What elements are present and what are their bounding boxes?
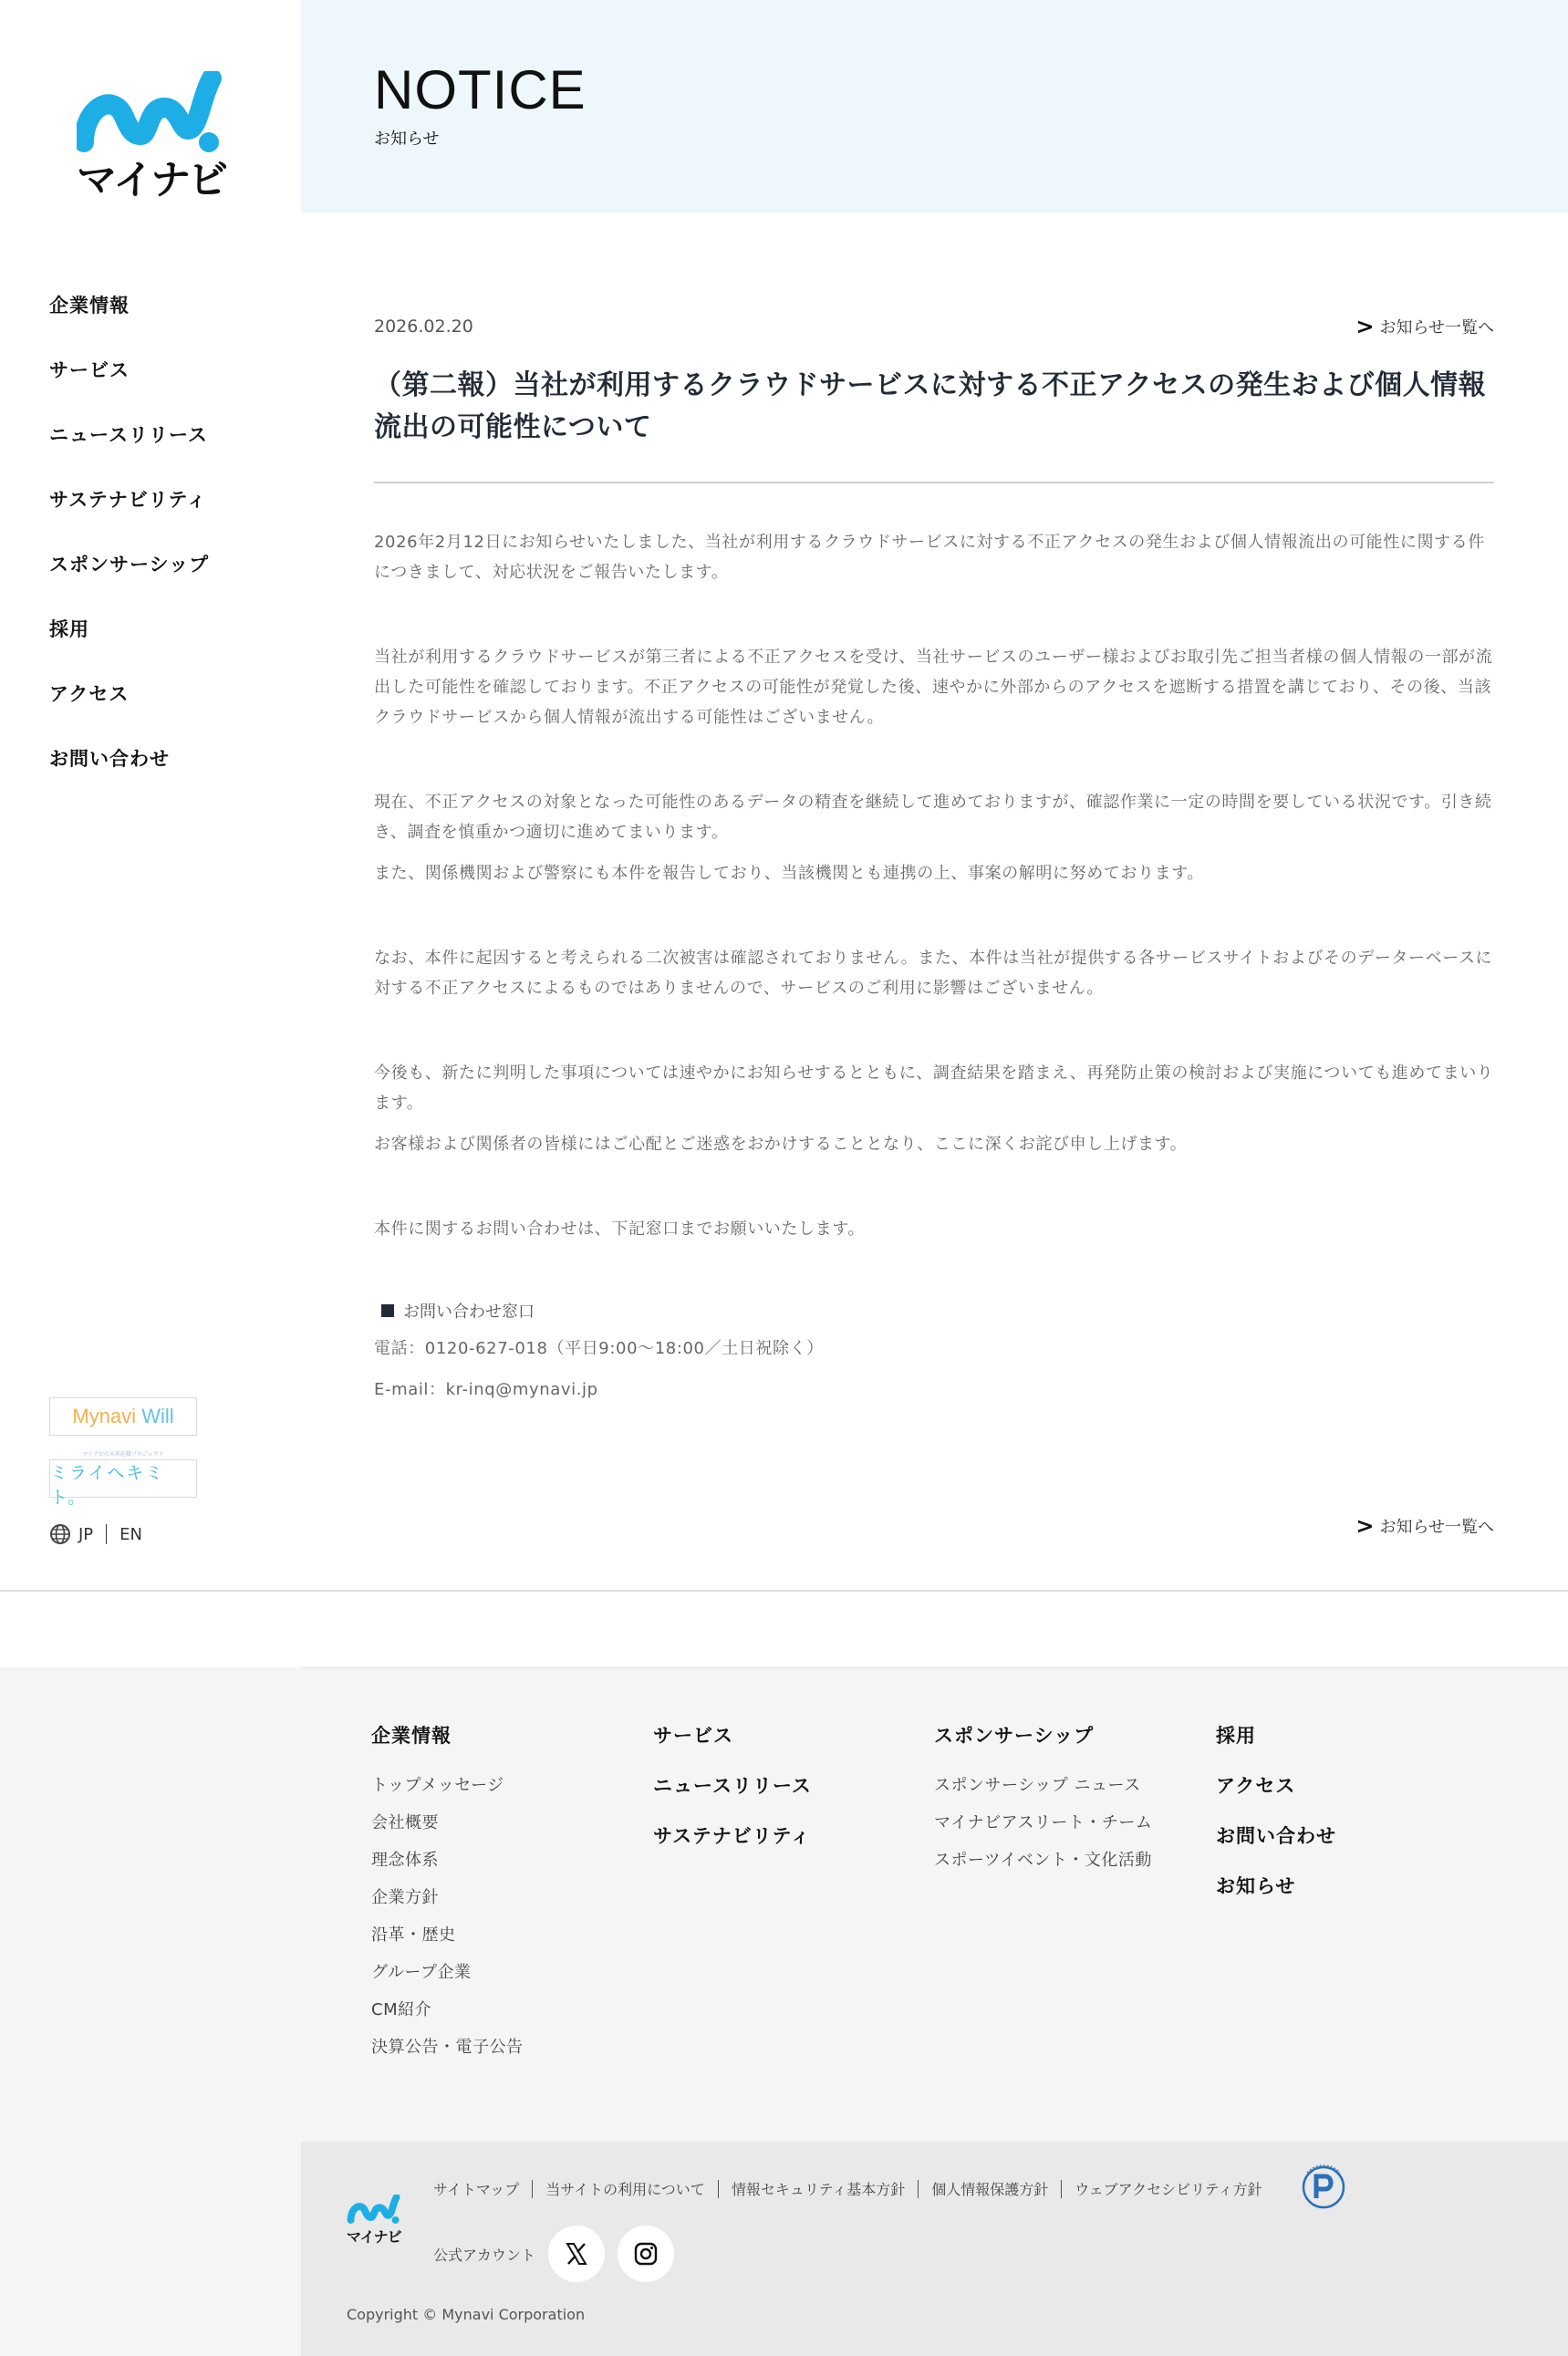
footer-heading-link[interactable]: お知らせ <box>1216 1875 1296 1897</box>
sidebar-item-sponsorship[interactable] <box>49 531 209 596</box>
x-icon <box>564 2241 589 2267</box>
footer-heading-link[interactable]: アクセス <box>1216 1775 1296 1797</box>
instagram-icon <box>633 2241 659 2267</box>
sidebar-item-access[interactable] <box>49 660 209 725</box>
back-to-list-link-bottom[interactable] <box>1355 1514 1494 1538</box>
footer-heading-link[interactable]: サービス <box>653 1725 733 1747</box>
chevron-right-icon: > <box>1355 1513 1375 1539</box>
footer-column-services <box>653 1722 812 1873</box>
sidebar-item-label[interactable]: アクセス <box>49 682 130 705</box>
mynavi-will-banner[interactable] <box>49 1397 197 1436</box>
logo-mark-icon <box>77 71 226 158</box>
footer-legal-link[interactable]: ウェブアクセシビリティ方針 <box>1075 2181 1262 2198</box>
footer-link[interactable]: 決算公告・電子公告 <box>371 2038 524 2057</box>
back-to-list-label: お知らせ一覧へ <box>1379 1518 1494 1537</box>
title-divider <box>374 482 1494 483</box>
official-accounts-label: 公式アカウント <box>433 2246 535 2264</box>
article-paragraph: 今後も、新たに判明した事項については速やかにお知らせするとともに、調査結果を踏まえ、再発防止策の検討および実施についても進めてまいります。 <box>374 1064 1494 1113</box>
page-title: NOTICE <box>374 59 587 120</box>
article-paragraph: 当社が利用するクラウドサービスが第三者による不正アクセスを受け、当社サービスのユーザー様およびお取引先ご担当者様の個人情報の一部が流出した可能性を確認しております。不正アクセスの可能性が発覚した後、速やかに外部からのアクセスを遮断する措置を講じており、その後、当該クラウドサービスから個人情報が流出する可能性はございません。 <box>374 648 1493 727</box>
lang-jp-link[interactable]: JP <box>78 1524 94 1544</box>
footer-heading-link[interactable]: お問い合わせ <box>1216 1825 1336 1847</box>
copyright: Copyright © Mynavi Corporation <box>347 2306 586 2323</box>
sidebar-item-company[interactable] <box>49 272 209 337</box>
sidebar-item-service[interactable] <box>49 337 209 401</box>
sidebar-item-label[interactable]: お問い合わせ <box>49 747 170 770</box>
footer <box>0 1667 1568 2356</box>
sidebar-item-contact[interactable] <box>49 725 209 790</box>
mynavi-logo[interactable] <box>77 71 226 203</box>
chevron-right-icon: > <box>1355 314 1375 339</box>
mirai-banner[interactable] <box>49 1450 197 1508</box>
footer-link[interactable]: CM紹介 <box>371 2000 432 2019</box>
article-body <box>374 527 1494 1405</box>
footer-link[interactable]: トップメッセージ <box>371 1776 504 1795</box>
sidebar-item-label[interactable]: サステナビリティ <box>49 488 207 511</box>
footer-link[interactable]: 理念体系 <box>371 1851 439 1870</box>
article-paragraph: 本件に関するお問い合わせは、下記窓口までお願いいたします。 <box>374 1220 865 1239</box>
contact-phone: 電話：0120-627-018（平日9:00〜18:00／土日祝除く） <box>374 1339 824 1358</box>
banner-mirai-text: ミライへキミト。 <box>50 1462 165 1508</box>
lang-en-link[interactable]: EN <box>119 1524 143 1544</box>
footer-legal-link[interactable]: サイトマップ <box>433 2181 520 2198</box>
article-meta <box>374 301 1494 352</box>
footer-link[interactable]: スポーツイベント・文化活動 <box>934 1851 1152 1870</box>
logo-mark-icon <box>347 2195 403 2226</box>
lang-separator <box>106 1524 107 1544</box>
footer-heading[interactable]: スポンサーシップ <box>934 1725 1095 1747</box>
sidebar-item-label[interactable]: スポンサーシップ <box>49 553 210 576</box>
footer-link[interactable]: マイナビアスリート・チーム <box>934 1813 1153 1832</box>
footer-link[interactable]: 会社概要 <box>371 1813 439 1832</box>
footer-column-company <box>371 1722 524 2071</box>
logo-text: マイナビ <box>77 157 226 203</box>
footer-column-other <box>1216 1722 1336 1923</box>
language-switcher <box>49 1523 142 1545</box>
official-accounts <box>433 2226 674 2282</box>
footer-heading[interactable]: 企業情報 <box>371 1725 452 1747</box>
article-paragraph: なお、本件に起因すると考えられる二次被害は確認されておりません。また、本件は当社が提供する各サービスサイトおよびそのデーターベースに対する不正アクセスによるものではありませんので、サービスのご利用に影響はございません。 <box>374 949 1493 998</box>
sidebar-item-sustainability[interactable] <box>49 466 209 531</box>
footer-logo-text: マイナビ <box>347 2228 401 2246</box>
instagram-button[interactable] <box>618 2226 674 2282</box>
globe-icon <box>49 1523 71 1545</box>
contact-heading <box>381 1299 1494 1323</box>
footer-link[interactable]: グループ企業 <box>371 1963 472 1982</box>
content-divider <box>0 1590 1568 1592</box>
footer-heading-link[interactable]: サステナビリティ <box>653 1825 811 1847</box>
contact-email: E-mail：kr-inq@mynavi.jp <box>374 1380 598 1399</box>
sidebar-item-label[interactable]: ニュースリリース <box>49 423 208 446</box>
article-title: （第二報）当社が利用するクラウドサービスに対する不正アクセスの発生および個人情報流出の可能性について <box>374 369 1487 443</box>
sidebar-item-label[interactable]: サービス <box>49 358 130 381</box>
x-twitter-button[interactable] <box>548 2226 605 2282</box>
privacy-mark-icon[interactable] <box>1298 2162 1349 2213</box>
footer-link[interactable]: 沿革・歴史 <box>371 1925 456 1945</box>
article-date: 2026.02.20 <box>374 317 473 337</box>
footer-heading-link[interactable]: ニュースリリース <box>653 1775 812 1797</box>
banner-will-text-b: Will <box>141 1405 174 1427</box>
sidebar-item-news[interactable] <box>49 401 209 466</box>
contact-heading-label: お問い合わせ窓口 <box>403 1303 535 1322</box>
sidebar-nav <box>49 272 209 790</box>
article <box>374 301 1494 1539</box>
banner-mirai-caption: マイナビの未来応援プロジェクト <box>82 1450 164 1458</box>
back-to-list-label: お知らせ一覧へ <box>1379 318 1494 337</box>
page-subtitle: お知らせ <box>374 130 440 149</box>
footer-legal-links <box>433 2178 1275 2199</box>
article-paragraph: また、関係機関および警察にも本件を報告しており、当該機関とも連携の上、事案の解明に努めております。 <box>374 864 1204 883</box>
article-paragraph: 2026年2月12日にお知らせいたしました、当社が利用するクラウドサービスに対する不正アクセスの発生および個人情報流出の可能性に関する件につきまして、対応状況をご報告いたします。 <box>374 533 1485 582</box>
page-header <box>301 0 1568 213</box>
footer-column-sponsorship <box>934 1722 1152 1884</box>
footer-top-line <box>301 1667 1568 1668</box>
sidebar-item-label[interactable]: 採用 <box>49 618 89 640</box>
sidebar-item-recruit[interactable] <box>49 596 209 660</box>
banner-will-text-a: Mynavi <box>72 1405 137 1427</box>
back-to-list-link[interactable] <box>1355 315 1494 338</box>
article-paragraph: 現在、不正アクセスの対象となった可能性のあるデータの精査を継続して進めておりますが、確認作業に一定の時間を要している状況です。引き続き、調査を慎重かつ適切に進めてまいります。 <box>374 793 1492 842</box>
footer-bottom-bar <box>301 2142 1568 2356</box>
footer-legal-link[interactable]: 当サイトの利用について <box>545 2181 705 2198</box>
article-paragraph: お客様および関係者の皆様にはご心配とご迷惑をおかけすることとなり、ここに深くお詫び申し上げます。 <box>374 1135 1188 1154</box>
footer-link[interactable]: 企業方針 <box>371 1888 439 1907</box>
sidebar-item-label[interactable]: 企業情報 <box>49 294 130 317</box>
footer-heading-link[interactable]: 採用 <box>1216 1725 1256 1747</box>
footer-logo[interactable] <box>347 2195 403 2246</box>
footer-link[interactable]: スポンサーシップ ニュース <box>934 1776 1141 1795</box>
sidebar <box>0 0 301 1592</box>
footer-legal-link[interactable]: 情報セキュリティ基本方針 <box>731 2181 906 2198</box>
square-bullet-icon <box>381 1304 394 1317</box>
footer-legal-link[interactable]: 個人情報保護方針 <box>931 2181 1049 2198</box>
